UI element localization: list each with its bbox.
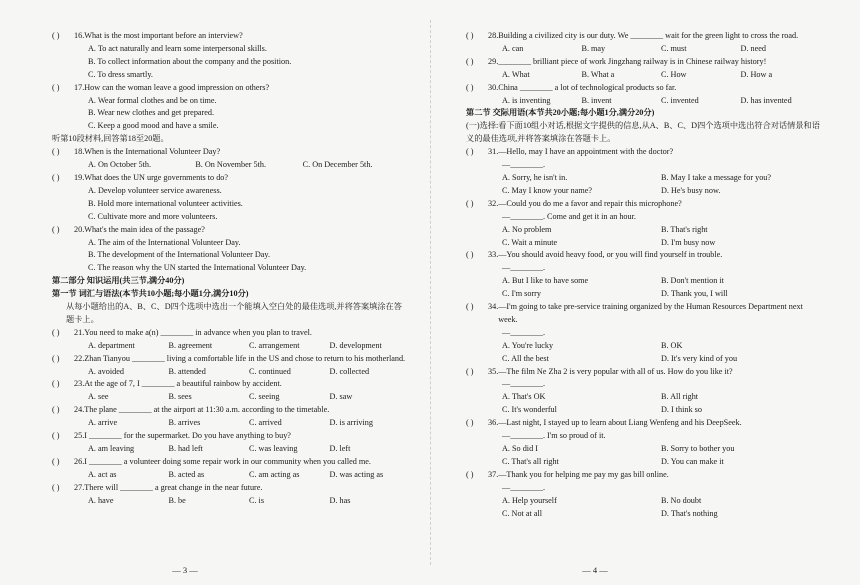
- options: [502, 495, 820, 521]
- option-c[interactable]: C. Keep a good mood and have a smile.: [88, 121, 219, 131]
- question-number: 35: [488, 366, 497, 376]
- option-a[interactable]: A. is inventing: [502, 95, 551, 105]
- question-number: 27: [74, 482, 83, 492]
- question-number: 31: [488, 147, 497, 157]
- question-stem: You need to make a(n) ________ in advance when you plan to travel.: [84, 327, 312, 337]
- option-d[interactable]: D. is arriving: [329, 418, 373, 428]
- option-b[interactable]: B. All right: [661, 392, 699, 402]
- question-dot: .: [82, 482, 85, 492]
- option-b[interactable]: B. To collect information about the company and the position.: [88, 56, 292, 66]
- option-c[interactable]: C. continued: [249, 366, 291, 376]
- answer-bracket[interactable]: ( ): [52, 31, 60, 40]
- option-c[interactable]: C. invented: [661, 95, 699, 105]
- option-d[interactable]: D. left: [329, 444, 351, 453]
- question-number: 19: [74, 172, 83, 182]
- answer-bracket[interactable]: ( ): [52, 405, 60, 415]
- dialogue-reply: —________.: [502, 482, 545, 492]
- question-26: [52, 456, 410, 482]
- option-c[interactable]: C. Wait a minute: [502, 237, 558, 247]
- option-b[interactable]: B. attended: [168, 366, 206, 376]
- question-dot: .: [496, 198, 499, 208]
- option-a[interactable]: A. see: [88, 392, 109, 402]
- question-number: 32: [488, 198, 497, 208]
- answer-bracket[interactable]: ( ): [52, 172, 60, 182]
- option-a[interactable]: A. can: [502, 43, 524, 53]
- page-number: — 4 —: [582, 565, 608, 576]
- option-a[interactable]: A. That's OK: [502, 392, 546, 402]
- option-d[interactable]: D. need: [740, 43, 766, 53]
- option-c[interactable]: C. To dress smartly.: [88, 69, 153, 79]
- option-d[interactable]: D. development: [329, 340, 382, 350]
- question-number: 25: [74, 431, 83, 441]
- options: [502, 340, 820, 366]
- question-stem-line: [466, 301, 820, 327]
- question-dot: .: [82, 431, 85, 441]
- question-19: [52, 172, 410, 224]
- question-34: [466, 301, 820, 366]
- answer-bracket[interactable]: ( ): [466, 469, 474, 479]
- question-number: 18: [74, 147, 83, 157]
- question-stem: How can the woman leave a good impression on others?: [84, 82, 270, 92]
- options: [502, 69, 820, 82]
- option-b[interactable]: B. What a: [581, 69, 615, 79]
- question-stem: What does the UN urge governments to do?: [84, 172, 229, 182]
- question-stem: What is the most important before an interview?: [84, 31, 243, 40]
- option-c[interactable]: C. All the best: [502, 353, 549, 363]
- question-number: 28: [488, 31, 497, 40]
- option-c[interactable]: C. On December 5th.: [302, 160, 373, 170]
- question-dot: .: [82, 405, 85, 415]
- section-1-instructions: 从每小题给出的A、B、C、D四个选项中选出一个能填入空白处的最佳选项,并将答案填涂在答题卡上。: [66, 302, 402, 324]
- question-stem-line: [52, 404, 410, 417]
- option-c[interactable]: C. That's all right: [502, 456, 559, 466]
- question-dot: .: [82, 31, 85, 40]
- question-dot: .: [496, 31, 499, 40]
- section-2-title: 第二节 交际用语(本节共20小题;每小题1分,满分20分): [466, 108, 655, 118]
- question-dot: .: [82, 82, 85, 92]
- options: [88, 366, 410, 379]
- option-c[interactable]: C. How: [661, 69, 687, 79]
- answer-bracket[interactable]: ( ): [52, 353, 60, 363]
- question-21: [52, 327, 410, 353]
- option-b[interactable]: B. The development of the International Volunteer Day.: [88, 250, 271, 260]
- question-28: [466, 30, 820, 56]
- answer-bracket[interactable]: ( ): [466, 82, 474, 92]
- option-b[interactable]: B. Sorry to bother you: [661, 444, 735, 453]
- option-c[interactable]: C. seeing: [249, 392, 280, 402]
- option-b[interactable]: B. On November 5th.: [195, 160, 267, 170]
- option-a[interactable]: A. avoided: [88, 366, 124, 376]
- question-stem-line: [466, 82, 820, 95]
- option-a[interactable]: A. You're lucky: [502, 340, 554, 350]
- options: [88, 443, 410, 456]
- question-stem-line: [466, 249, 820, 262]
- question-dot: .: [82, 379, 85, 389]
- option-a[interactable]: A. have: [88, 495, 114, 505]
- question-dot: .: [82, 147, 85, 157]
- question-number: 22: [74, 353, 83, 363]
- listening-questions-18-20: [52, 146, 410, 275]
- option-a[interactable]: A. To act naturally and learn some interpersonal skills.: [88, 43, 267, 53]
- option-d[interactable]: D. I'm busy now: [661, 237, 716, 247]
- answer-bracket[interactable]: ( ): [466, 31, 474, 40]
- question-32: [466, 198, 820, 250]
- answer-bracket[interactable]: ( ): [52, 327, 60, 337]
- dialogue-reply: —________.: [502, 327, 545, 337]
- answer-bracket[interactable]: ( ): [52, 379, 60, 389]
- option-d[interactable]: D. It's very kind of you: [661, 353, 738, 363]
- question-33: [466, 249, 820, 301]
- question-stem: —You should avoid heavy food, or you will find yourself in trouble.: [498, 250, 723, 260]
- dialogue-reply: —________.: [502, 263, 545, 273]
- dialogue-reply: —________.: [502, 379, 545, 389]
- options: [502, 275, 820, 301]
- option-a[interactable]: A. On October 5th.: [88, 160, 151, 170]
- option-c[interactable]: C. The reason why the UN started the International Volunteer Day.: [88, 263, 307, 273]
- question-37: [466, 469, 820, 521]
- question-stem: China ________ a lot of technological products so far.: [498, 82, 677, 92]
- option-a[interactable]: A. But I like to have some: [502, 276, 589, 286]
- option-b[interactable]: B. be: [168, 495, 186, 505]
- question-dot: .: [82, 327, 85, 337]
- section-2-instructions: (一)选择:看下面10组小对话,根据文字提供的信息,从A、B、C、D四个选项中选出符合对话情景和语义的最佳选项,并将答案填涂在答题卡上。: [466, 121, 820, 144]
- question-stem: The plane ________ at the airport at 11:30 a.m. according to the timetable.: [84, 405, 330, 415]
- question-30: [466, 82, 820, 108]
- options: [88, 391, 410, 404]
- question-stem: —Last night, I stayed up to learn about Liang Wenfeng and his DeepSeek.: [498, 418, 742, 428]
- part-2-title: 第二部分 知识运用(共三节,满分40分): [52, 276, 185, 286]
- option-b[interactable]: B. arrives: [168, 418, 201, 428]
- answer-bracket[interactable]: ( ): [52, 456, 60, 466]
- option-d[interactable]: D. saw: [329, 392, 353, 402]
- question-stem: At the age of 7, I ________ a beautiful rainbow by accident.: [84, 379, 282, 389]
- question-dot: .: [82, 456, 85, 466]
- options: [88, 237, 410, 276]
- question-dot: .: [496, 82, 499, 92]
- option-d[interactable]: D. has invented: [740, 95, 792, 105]
- question-stem: I ________ a volunteer doing some repair work in our community when you called me.: [84, 456, 371, 466]
- question-dot: .: [496, 302, 499, 312]
- option-b[interactable]: B. had left: [168, 444, 203, 453]
- option-a[interactable]: A. The aim of the International Volunteer Day.: [88, 237, 241, 247]
- question-number: 21: [74, 327, 83, 337]
- option-c[interactable]: C. is: [249, 495, 265, 505]
- options: [502, 43, 820, 56]
- question-stem-line: [52, 30, 410, 43]
- question-stem: There will ________ a great change in the near future.: [84, 482, 263, 492]
- grammar-questions-21-27: [52, 327, 410, 508]
- answer-bracket[interactable]: ( ): [466, 56, 474, 66]
- option-a[interactable]: A. What: [502, 69, 530, 79]
- options: [502, 172, 820, 198]
- options: [88, 495, 410, 508]
- option-c[interactable]: C. was leaving: [249, 444, 298, 453]
- answer-bracket[interactable]: ( ): [52, 82, 60, 92]
- option-b[interactable]: B. sees: [168, 392, 192, 402]
- question-dot: .: [496, 366, 499, 376]
- option-b[interactable]: B. Don't mention it: [661, 276, 724, 286]
- option-d[interactable]: D. I think so: [661, 405, 702, 415]
- options: [502, 95, 820, 108]
- question-number: 26: [74, 456, 83, 466]
- question-stem: —I'm going to take pre-service training organized by the Human Resources Department next week.: [498, 302, 803, 324]
- option-b[interactable]: B. Hold more international volunteer activities.: [88, 198, 243, 208]
- dialogue-questions-31-37: [466, 146, 820, 520]
- question-stem-line: [52, 172, 410, 185]
- listening-questions-16-17: [52, 30, 410, 133]
- options: [88, 43, 410, 82]
- option-d[interactable]: D. collected: [329, 366, 370, 376]
- option-a[interactable]: A. Develop volunteer service awareness.: [88, 185, 222, 195]
- dialogue-reply: —________. I'm so proud of it.: [502, 431, 606, 441]
- question-number: 24: [74, 405, 83, 415]
- option-c[interactable]: C. am acting as: [249, 469, 300, 479]
- material-10-note: 听第10段材料,回答第18至20题。: [52, 134, 169, 144]
- question-27: [52, 482, 410, 508]
- options: [502, 224, 820, 250]
- question-dot: .: [496, 250, 499, 260]
- page-4: [430, 0, 860, 585]
- question-number: 20: [74, 224, 83, 234]
- question-number: 30: [488, 82, 497, 92]
- question-dot: .: [82, 353, 85, 363]
- section-1-title: 第一节 词汇与语法(本节共10小题;每小题1分,满分10分): [52, 289, 249, 299]
- option-b[interactable]: B. That's right: [661, 224, 708, 234]
- question-stem-line: [52, 482, 410, 495]
- question-number: 37: [488, 469, 497, 479]
- answer-bracket[interactable]: ( ): [466, 302, 474, 312]
- question-dot: .: [82, 224, 85, 234]
- answer-bracket[interactable]: ( ): [52, 224, 60, 234]
- option-b[interactable]: B. invent: [581, 95, 612, 105]
- dialogue-reply: —________.: [502, 160, 545, 170]
- option-b[interactable]: B. May I take a message for you?: [661, 172, 772, 182]
- options: [502, 391, 820, 417]
- option-b[interactable]: B. No doubt: [661, 495, 702, 505]
- option-a[interactable]: A. Sorry, he isn't in.: [502, 172, 568, 182]
- question-dot: .: [496, 147, 499, 157]
- grammar-questions-28-30: [466, 30, 820, 107]
- option-c[interactable]: C. May I know your name?: [502, 185, 593, 195]
- answer-bracket[interactable]: ( ): [466, 418, 474, 428]
- answer-bracket[interactable]: ( ): [52, 147, 60, 157]
- question-dot: .: [496, 469, 499, 479]
- question-stem: What's the main idea of the passage?: [84, 224, 205, 234]
- option-c[interactable]: C. arrived: [249, 418, 282, 428]
- option-c[interactable]: C. arrangement: [249, 340, 300, 350]
- option-d[interactable]: D. You can make it: [661, 456, 724, 466]
- question-dot: .: [82, 172, 85, 182]
- option-a[interactable]: A. So did I: [502, 444, 538, 453]
- question-stem-line: [466, 56, 820, 69]
- option-d[interactable]: D. was acting as: [329, 469, 384, 479]
- question-stem-line: [52, 378, 410, 391]
- question-29: [466, 56, 820, 82]
- option-c[interactable]: C. Not at all: [502, 508, 543, 518]
- question-18: [52, 146, 410, 172]
- question-16: [52, 30, 410, 82]
- option-b[interactable]: B. agreement: [168, 340, 213, 350]
- option-a[interactable]: A. Help yourself: [502, 495, 557, 505]
- option-d[interactable]: D. has: [329, 495, 351, 505]
- option-a[interactable]: A. No problem: [502, 224, 552, 234]
- option-a[interactable]: A. arrive: [88, 418, 118, 428]
- answer-bracket[interactable]: ( ): [466, 198, 474, 208]
- question-31: [466, 146, 820, 198]
- question-stem: —Hello, may I have an appointment with the doctor?: [498, 147, 674, 157]
- question-stem: I ________ for the supermarket. Do you have anything to buy?: [84, 431, 291, 441]
- question-dot: .: [496, 418, 499, 428]
- question-number: 36: [488, 418, 497, 428]
- question-stem: ________ brilliant piece of work Jingzhang railway is in Chinese railway history!: [498, 56, 767, 66]
- question-stem: —The film Ne Zha 2 is very popular with all of us. How do you like it?: [498, 366, 733, 376]
- options: [88, 95, 410, 134]
- option-c[interactable]: C. Cultivate more and more volunteers.: [88, 211, 218, 221]
- question-24: [52, 404, 410, 430]
- options: [88, 417, 410, 430]
- question-stem: When is the International Volunteer Day?: [84, 147, 221, 157]
- question-stem-line: [466, 366, 820, 379]
- options: [88, 340, 410, 353]
- question-stem-line: [52, 146, 410, 159]
- option-b[interactable]: B. Wear new clothes and get prepared.: [88, 108, 215, 118]
- question-17: [52, 82, 410, 134]
- question-stem: Building a civilized city is our duty. We ________ wait for the green light to cross the road.: [498, 31, 799, 40]
- answer-bracket[interactable]: ( ): [466, 250, 474, 260]
- option-b[interactable]: B. acted as: [168, 469, 205, 479]
- question-stem: —Could you do me a favor and repair this microphone?: [498, 198, 682, 208]
- options: [88, 469, 410, 482]
- question-36: [466, 417, 820, 469]
- question-20: [52, 224, 410, 276]
- answer-bracket[interactable]: ( ): [52, 431, 60, 441]
- question-number: 34: [488, 302, 497, 312]
- question-stem-line: [52, 224, 410, 237]
- option-b[interactable]: B. may: [581, 43, 606, 53]
- answer-bracket[interactable]: ( ): [52, 482, 60, 492]
- question-25: [52, 430, 410, 456]
- options: [88, 185, 410, 224]
- question-stem-line: [466, 417, 820, 430]
- option-a[interactable]: A. am leaving: [88, 444, 135, 453]
- question-35: [466, 366, 820, 418]
- question-number: 17: [74, 82, 83, 92]
- option-a[interactable]: A. act as: [88, 469, 117, 479]
- question-stem-line: [466, 469, 820, 482]
- page-number: — 3 —: [172, 565, 198, 576]
- dialogue-reply: —________. Come and get it in an hour.: [502, 211, 636, 221]
- option-d[interactable]: D. That's nothing: [661, 508, 718, 518]
- option-a[interactable]: A. department: [88, 340, 135, 350]
- question-number: 16: [74, 31, 83, 40]
- question-22: [52, 353, 410, 379]
- option-b[interactable]: B. OK: [661, 340, 683, 350]
- question-stem: Zhan Tianyou ________ living a comfortable life in the US and chose to return to his motherland.: [84, 353, 406, 363]
- option-c[interactable]: C. It's wonderful: [502, 405, 557, 415]
- question-stem-line: [466, 198, 820, 211]
- question-stem-line: [52, 456, 410, 469]
- question-23: [52, 378, 410, 404]
- answer-bracket[interactable]: ( ): [466, 147, 474, 157]
- question-stem-line: [52, 327, 410, 340]
- option-d[interactable]: D. Thank you, I will: [661, 289, 728, 299]
- question-dot: .: [496, 56, 499, 66]
- options: [88, 159, 410, 172]
- option-c[interactable]: C. I'm sorry: [502, 289, 541, 299]
- options: [502, 443, 820, 469]
- option-d[interactable]: D. He's busy now.: [661, 185, 721, 195]
- question-stem-line: [52, 353, 410, 366]
- option-c[interactable]: C. must: [661, 43, 687, 53]
- option-d[interactable]: D. How a: [740, 69, 773, 79]
- question-stem: —Thank you for helping me pay my gas bill online.: [498, 469, 669, 479]
- question-stem-line: [466, 30, 820, 43]
- question-number: 33: [488, 250, 497, 260]
- question-stem-line: [52, 82, 410, 95]
- question-stem-line: [52, 430, 410, 443]
- answer-bracket[interactable]: ( ): [466, 366, 474, 376]
- question-stem-line: [466, 146, 820, 159]
- option-a[interactable]: A. Wear formal clothes and be on time.: [88, 95, 217, 105]
- question-number: 23: [74, 379, 83, 389]
- question-number: 29: [488, 56, 497, 66]
